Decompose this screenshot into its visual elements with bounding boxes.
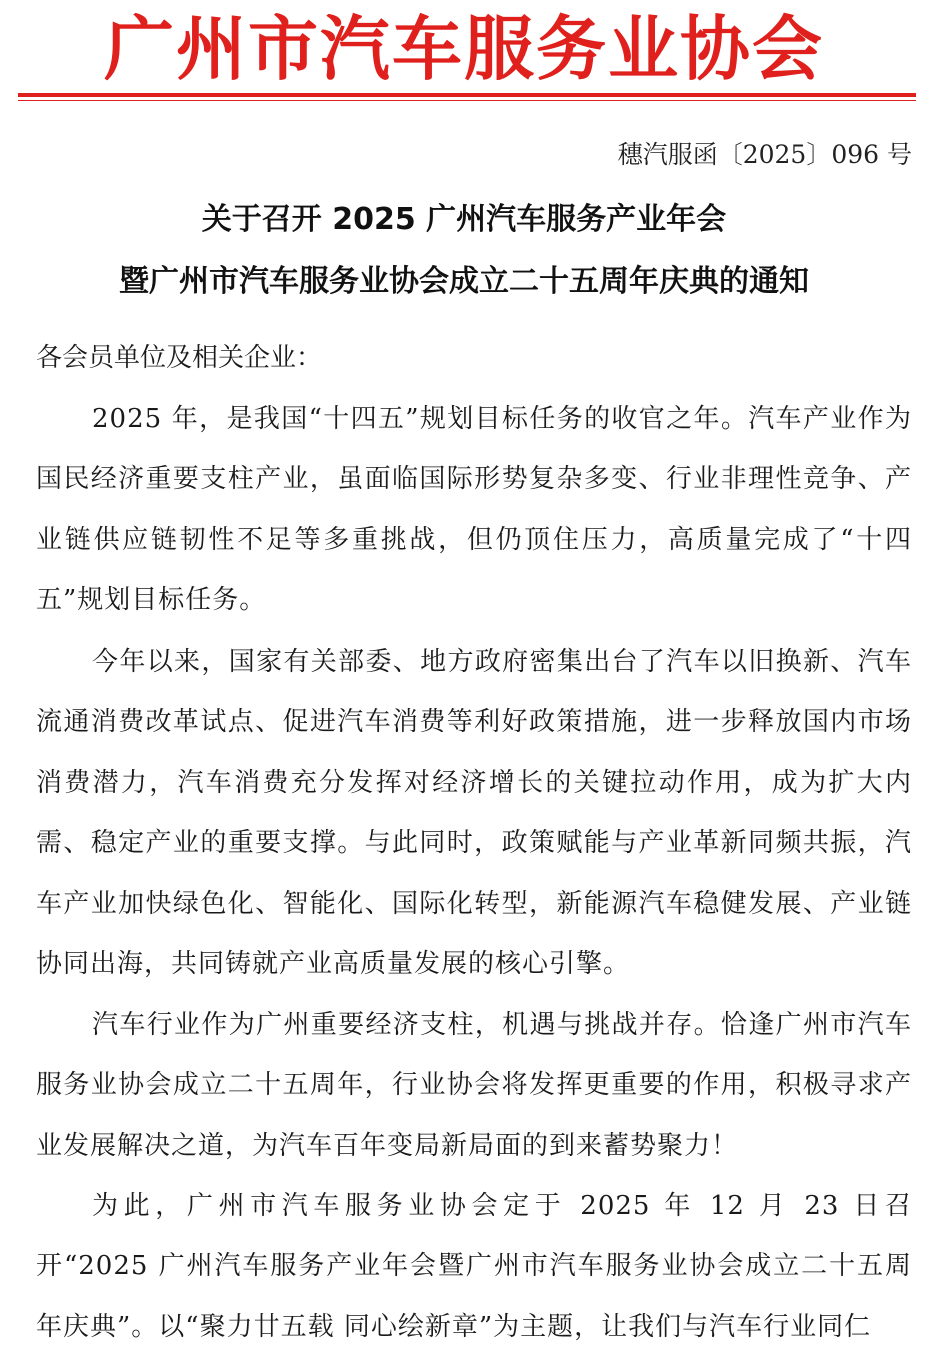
- body-paragraph-1: 2025 年，是我国“十四五”规划目标任务的收官之年。汽车产业作为国民经济重要支柱产业，虽面临国际形势复杂多变、行业非理性竞争、产业链供应链韧性不足等多重挑战，但仍顶住压力，高质量完成了“十四五”规划目标任务。: [36, 404, 912, 616]
- letterhead-org-name: 广州市汽车服务业协会: [104, 8, 824, 90]
- body-paragraph-4: 为此，广州市汽车服务业协会定于 2025 年 12 月 23 日召开“2025 广州汽车服务产业年会暨广州市汽车服务业协会成立二十五周年庆典”。以“聚力廿五载 同心绘新章”为主题，让我们与汽车行业同仁: [36, 1191, 912, 1342]
- document-number: 穗汽服函〔2025〕096 号: [617, 140, 912, 169]
- notice-title-line2: 暨广州市汽车服务业协会成立二十五周年庆典的通知: [119, 264, 809, 299]
- letterhead-red-rule: [18, 93, 916, 97]
- body-paragraph-2: 今年以来，国家有关部委、地方政府密集出台了汽车以旧换新、汽车流通消费改革试点、促进汽车消费等利好政策措施，进一步释放国内市场消费潜力，汽车消费充分发挥对经济增长的关键拉动作用，成为扩大内需、稳定产业的重要支撑。与此同时，政策赋能与产业革新同频共振，汽车产业加快绿色化、智能化、国际化转型，新能源汽车稳健发展、产业链协同出海，共同铸就产业高质量发展的核心引擎。: [36, 647, 912, 980]
- body-paragraph-3: 汽车行业作为广州重要经济支柱，机遇与挑战并存。恰逢广州市汽车服务业协会成立二十五周年，行业协会将发挥更重要的作用，积极寻求产业发展解决之道，为汽车百年变局新局面的到来蓄势聚力！: [36, 1010, 912, 1161]
- notice-title-line1: 关于召开 2025 广州汽车服务产业年会: [201, 202, 727, 237]
- letterhead-red-rule-thin: [18, 100, 916, 101]
- salutation: 各会员单位及相关企业：: [36, 343, 323, 373]
